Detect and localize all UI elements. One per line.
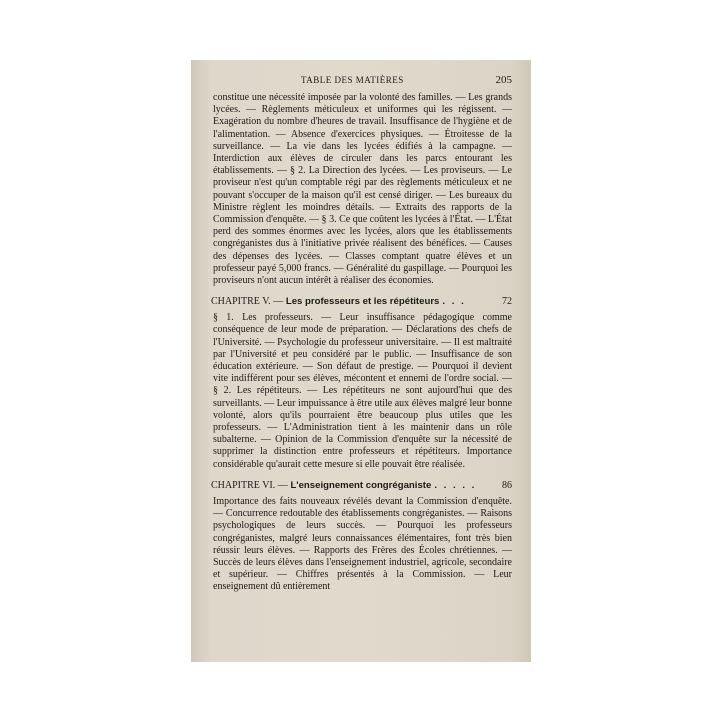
chapter-6-page: 86 — [502, 479, 512, 491]
chapter-5-page: 72 — [502, 296, 512, 308]
chapter-5-number: CHAPITRE V. — — [211, 296, 284, 308]
chapter-5-title: Les professeurs et les répétiteurs — [285, 296, 440, 308]
book-page — [191, 60, 531, 662]
chapter-6-summary: Importance des faits nouveaux révélés devant la Commission d'enquête. — Concurrence redoutable des établissements congréganistes. — Raisons psychologiques de leurs succès. — Pourquoi les professeurs congréganistes, malgré leurs connaissances élémentaires, font très bien réussir leurs élèves. — Rapports des Frères des Écoles chrétiennes. — Succès de leurs élèves dans l'enseignement industriel, agricole, secondaire et supérieur. — Chiffres présentés à la Commission. — Leur enseignement dû entièrement — [213, 495, 512, 593]
running-head-title: TABLE DES MATIÈRES — [301, 75, 404, 85]
paragraph-continued: constitue une nécessité imposée par la volonté des familles. — Les grands lycées. — Règlements méticuleux et uniformes qui les régissent. — Exagération du nombre d'heures de travail. Insuffisance de l'hygiène et de l'alimentation. — Absence d'exercices physiques. — Étroitesse de la surveillance. — La vie dans les lycées édifiés à la campagne. — Interdiction aux élèves de circuler dans les parcs entourant les établissements. — § 2. La Direction des lycées. — Les proviseurs. — Le proviseur n'est qu'un comptable régi par des règlements méticuleux et ne pouvant s'occuper de la maison qu'il est censé diriger. — Les bureaux du Ministre règlent les moindres détails. — Extraits des rapports de la Commission d'enquête. — § 3. Ce que coûtent les lycées à l'État. — L'État perd des sommes énormes avec les lycées, alors que les établissements congréganistes dus à l'initiative privée réalisent des bénéfices. — Causes des dépenses des lycées. — Classes comptant quatre élèves et un professeur payé 5,000 francs. — Généralité du gaspillage. — Pourquoi les proviseurs n'ont aucun intérêt à réaliser des économies. — [213, 92, 512, 287]
page-number: 205 — [495, 74, 512, 86]
chapter-6-leader-dots: . . . . . — [434, 479, 477, 491]
running-head — [213, 74, 512, 86]
chapter-5-heading — [211, 296, 512, 307]
chapter-5-summary: § 1. Les professeurs. — Leur insuffisance pédagogique comme conséquence de leur mode de préparation. — Déclarations des chefs de l'Université. — Psychologie du professeur universitaire. — Il est maltraité par l'Université et peu considéré par le public. — Insuffisance de son éducation extérieure. — Son défaut de prestige. — Pourquoi il devient vite indifférent pour ses élèves, mécontent et ennemi de l'ordre social. — § 2. Les répétiteurs. — Les répétiteurs ne sont aujourd'hui que des surveillants. — Leur impuissance à être utile aux élèves malgré leur bonne volonté, alors qu'ils pourraient être beaucoup plus utiles que les professeurs. — L'Administration tient à les maintenir dans un rôle subalterne. — Opinion de la Commission d'enquête sur la nécessité de supprimer la distinction entre professeurs et répétiteurs. Importance considérable qu'aurait cette mesure si elle pouvait être réalisée. — [213, 312, 512, 470]
chapter-5-leader-dots: . . . — [442, 296, 466, 308]
chapter-6-title: L'enseignement congréganiste — [290, 479, 432, 491]
chapter-6-heading — [211, 480, 512, 491]
chapter-6-number: CHAPITRE VI. — — [211, 479, 288, 491]
